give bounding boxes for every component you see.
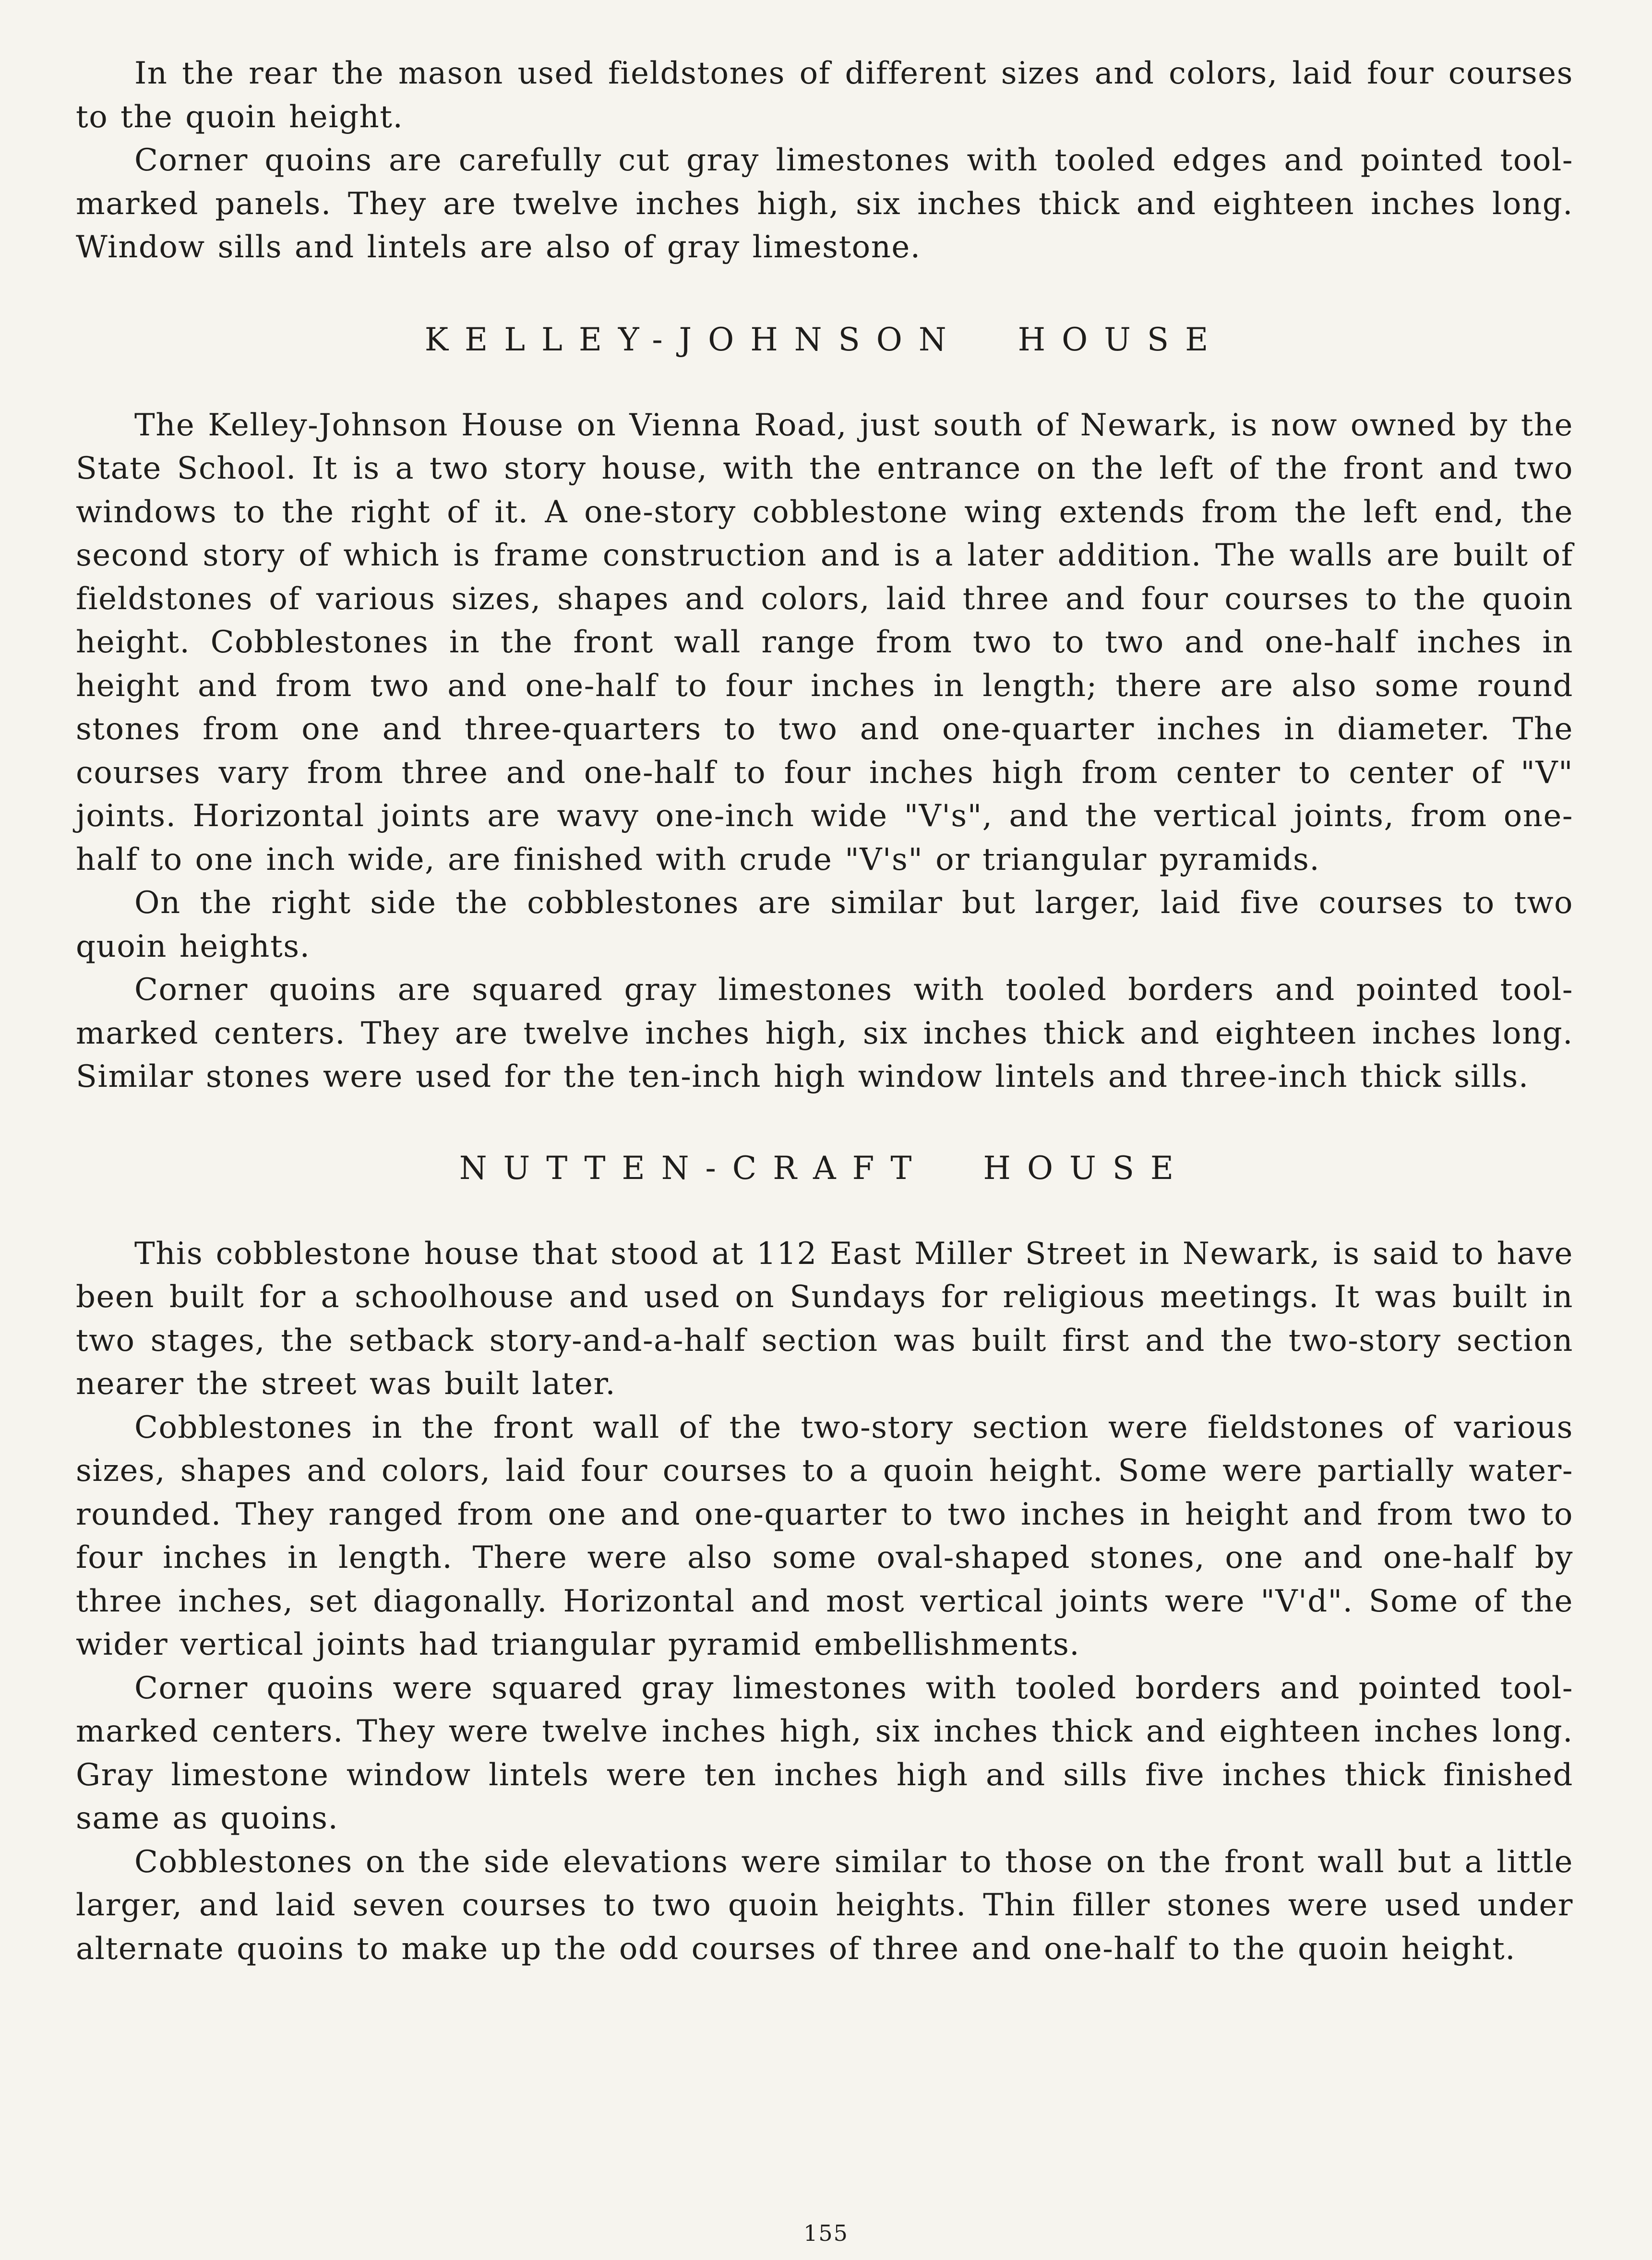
section-paragraph: This cobblestone house that stood at 112 East Miller Street in Newark, is said to have been built for a schoolhouse and used on Sundays for religious meetings. It was built in two stages, the setback story-and-a-half section was built first and the two-story section nearer the street was built later. [76, 1236, 1573, 1402]
section-paragraph: Corner quoins are squared gray limestones with tooled borders and pointed tool-marked centers. They are twelve inches high, six inches thick and eighteen inches long. Similar stones were used for the ten-inch high window lintels and three-inch thick sills. [76, 972, 1573, 1094]
section-paragraph: Corner quoins were squared gray limestones with tooled borders and pointed tool-marked centers. They were twelve inches high, six inches thick and eighteen inches long. Gray limestone window lintels were ten inches high and sills five inches thick finished same as quoins. [76, 1670, 1573, 1836]
intro-paragraph: Corner quoins are carefully cut gray limestones with tooled edges and pointed tool-marked panels. They are twelve inches high, six inches thick and eighteen inches long. Window sills and lintels are also of gray limestone. [76, 143, 1573, 265]
section-heading-kelley-johnson: KELLEY-JOHNSON HOUSE [424, 321, 1225, 358]
page-number: 155 [803, 2220, 849, 2246]
section-heading-nutten-craft: NUTTEN-CRAFT HOUSE [459, 1149, 1190, 1187]
intro-paragraph: In the rear the mason used fieldstones of different sizes and colors, laid four courses to the quoin height. [76, 56, 1573, 135]
page-body [76, 52, 1573, 1971]
section-paragraph: Cobblestones in the front wall of the two-story section were fieldstones of various sizes, shapes and colors, laid four courses to a quoin height. Some were partially water-rounded. They ranged from one and one-quarter to two inches in height and from two to four inches in length. There were also some oval-shaped stones, one and one-half by three inches, set diagonally. Horizontal and most vertical joints were "V'd". Some of the wider vertical joints had triangular pyramid embellishments. [76, 1409, 1573, 1662]
section-paragraph: The Kelley-Johnson House on Vienna Road, just south of Newark, is now owned by the State School. It is a two story house, with the entrance on the left of the front and two windows to the right of it. A one-story cobblestone wing extends from the left end, the second story of which is frame construction and is a later addition. The walls are built of fieldstones of various sizes, shapes and colors, laid three and four courses to the quoin height. Cobblestones in the front wall range from two to two and one-half inches in height and from two and one-half to four inches in length; there are also some round stones from one and three-quarters to two and one-quarter inches in diameter. The courses vary from three and one-half to four inches high from center to center of "V" joints. Horizontal joints are wavy one-inch wide "V's", and the vertical joints, from one-half to one inch wide, are finished with crude "V's" or triangular pyramids. [76, 407, 1573, 878]
section-paragraph: On the right side the cobblestones are similar but larger, laid five courses to two quoin heights. [76, 885, 1573, 964]
section-paragraph: Cobblestones on the side elevations were similar to those on the front wall but a little larger, and laid seven courses to two quoin heights. Thin filler stones were used under alternate quoins to make up the odd courses of three and one-half to the quoin height. [76, 1844, 1573, 1967]
